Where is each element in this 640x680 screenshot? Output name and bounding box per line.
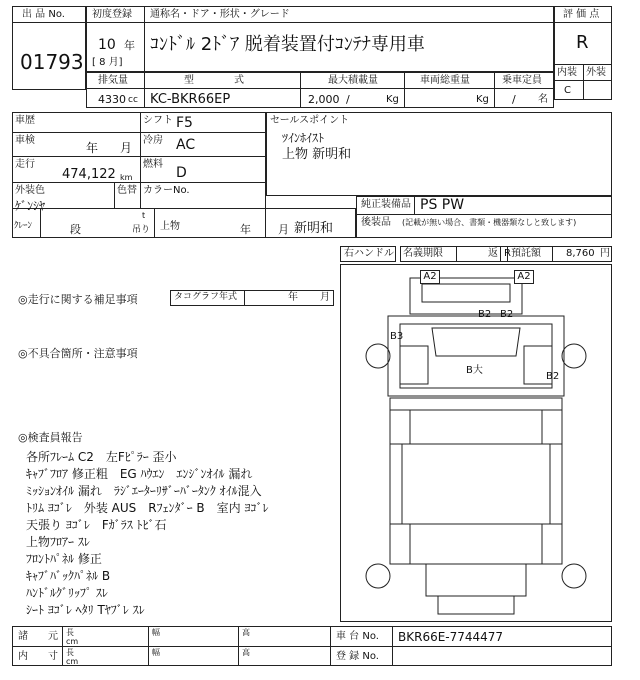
mileage-unit: km [120,173,133,182]
report-line: ｼｰﾄ ﾖｺﾞﾚ ﾍﾀﾘ Tﾔﾌﾞﾚ ｽﾚ [26,603,145,617]
report-line: 上物ﾌﾛｱｰ ｽﾚ [26,535,90,549]
colorcode-label: カラーNo. [143,185,190,196]
equipment-label: 純正装備品 [361,199,411,210]
crane-hoist: 吊り [132,225,151,235]
inspection-label: 車検 [15,135,35,146]
reg-month: [ 8 月] [92,57,123,68]
damage-mark: B2 [478,309,492,320]
upper-month: 月 [278,223,289,236]
capacity-label: 乗車定員 [502,75,542,86]
load-unit: Kg [386,94,399,105]
color-value: ｹﾞﾝｼﾔ [15,199,46,213]
inspection-month: 月 [120,141,133,155]
tacho-year: 年 [288,292,298,303]
report-line: 各所ﾌﾚｰﾑ C2 左Fﾋﾟﾗｰ 歪小 [26,450,177,464]
tacho-label: タコグラフ年式 [174,292,238,302]
inspector-title: ◎検査員報告 [18,431,83,444]
chassis-value: BKR66E-7744477 [398,630,504,644]
history-label: 車歴 [15,115,35,126]
mileage-value: 474,122 [62,167,116,182]
color-change-label: 色替 [117,185,137,196]
dim-long-2: 長 [66,648,74,657]
report-line: ﾄﾘﾑ ﾖｺﾞﾚ 外装 AUS Rﾌｪﾝﾀﾞｰ B 室内 ﾖｺﾞﾚ [26,501,269,515]
reserve-label: 返 [488,248,498,259]
reg-no-label: 登 録 No. [336,651,379,662]
ac-value: AC [176,137,196,153]
crane-stage: 段 [70,223,81,236]
model-value: KC-BKR66EP [150,92,231,107]
load-label: 最大積載量 [328,75,378,86]
name-label: 通称名・ドア・形状・グレード [150,9,290,20]
inspection-year: 年 [86,141,99,155]
dim-height-2: 高 [242,648,250,657]
report-line: ﾌﾛﾝﾄﾊﾟﾈﾙ 修正 [26,552,102,566]
exterior-label: 外装 [586,67,606,78]
upper-label: 上物 [160,221,180,232]
damage-mark: A2 [420,270,440,284]
grade-value: R [576,32,589,53]
dim-long: 長 [66,628,74,637]
capacity-sep: / [512,93,516,106]
equipment-value: PS PW [420,197,465,213]
aftermarket-note: (記載が無い場合、書類・機器類なしと致します) [402,218,577,227]
aftermarket-label: 後装品 [361,217,391,228]
interior-value: C [564,85,571,96]
car-name: ｺﾝﾄﾞﾙ 2ﾄﾞｱ 脱着装置付ｺﾝﾃﾅ専用車 [150,34,425,55]
crane-label: ｸﾚｰﾝ [14,221,33,231]
dim-unit: cm [66,637,79,646]
tacho-month: 月 [320,292,330,303]
report-line: ｷｬﾌﾞﾊﾞｯｸﾊﾟﾈﾙ B [26,569,111,583]
report-line: ﾐｯｼｮﾝｵｲﾙ 漏れ ﾗｼﾞｴｰﾀｰﾘｻﾞｰﾊﾞｰﾀﾝｸ ｵｲﾙ混入 [26,484,262,498]
mileage-label: 走行 [15,159,35,170]
load-value: 2,000 [308,93,340,106]
drive-value: 右ハンドル [344,248,394,259]
inside-label: 内 寸 [18,651,58,662]
spec-label: 諸 元 [18,631,58,642]
r-unit: 円 [600,248,610,259]
reg-year: 10 [98,37,116,53]
damage-mark: B2 [546,371,560,382]
damage-mark: B3 [390,331,404,342]
r-label: R預託額 [504,248,541,259]
sales-label: セールスポイント [270,115,350,126]
dim-unit-2: cm [66,657,79,666]
reg-label: 初度登録 [92,9,132,20]
dim-width: 幅 [152,628,160,637]
load-sep: / [346,93,350,106]
grade-label: 評 価 点 [563,9,600,20]
report-line: 天張り ﾖｺﾞﾚ Fｶﾞﾗｽ ﾄﾋﾞ石 [26,518,167,532]
defect-title: ◎不具合箇所・注意事項 [18,347,138,360]
damage-mark: B大 [466,365,483,376]
crane-t: t [142,211,146,220]
gross-label: 車両総重量 [420,75,470,86]
truck-diagram [340,264,612,622]
model-label: 型 式 [184,75,244,86]
damage-mark: A2 [514,270,534,284]
dim-width-2: 幅 [152,648,160,657]
inspector-lines [26,448,268,618]
sales-line1: ﾂｲﾝﾎｲｽﾄ [282,131,325,145]
upper-year: 年 [240,223,251,236]
lot-label: 出 品 No. [22,9,65,20]
shift-label: シフト [143,115,173,126]
report-line: ｷｬﾌﾞﾌﾛｱ 修正粗 EG ﾊｳｴﾝ ｴﾝｼﾞﾝｵｲﾙ 漏れ [26,467,253,481]
interior-label: 内装 [557,67,577,78]
lot-number: 01793 [20,50,84,74]
displacement-label: 排気量 [98,75,128,86]
sales-line2: 上物 新明和 [282,147,352,162]
dim-height: 高 [242,628,250,637]
reg-year-unit: 年 [124,39,135,52]
damage-mark: B2 [500,309,514,320]
chassis-label: 車 台 No. [336,631,379,642]
color-label: 外装色 [15,185,45,196]
title-label: 名義期限 [403,248,443,259]
r-value: 8,760 [566,248,595,259]
driving-title: ◎走行に関する補足事項 [18,293,138,306]
capacity-unit: 名 [538,94,548,105]
ac-label: 冷房 [143,135,163,146]
fuel-label: 燃料 [143,159,163,170]
report-line: ﾊﾝﾄﾞﾙｸﾞﾘｯﾌﾟ ｽﾚ [26,586,108,600]
fuel-value: D [176,165,187,181]
shift-value: F5 [176,115,193,131]
upper-maker: 新明和 [294,221,334,236]
displacement-unit: cc [128,95,138,105]
gross-unit: Kg [476,94,489,105]
displacement-value: 4330 [98,93,126,106]
